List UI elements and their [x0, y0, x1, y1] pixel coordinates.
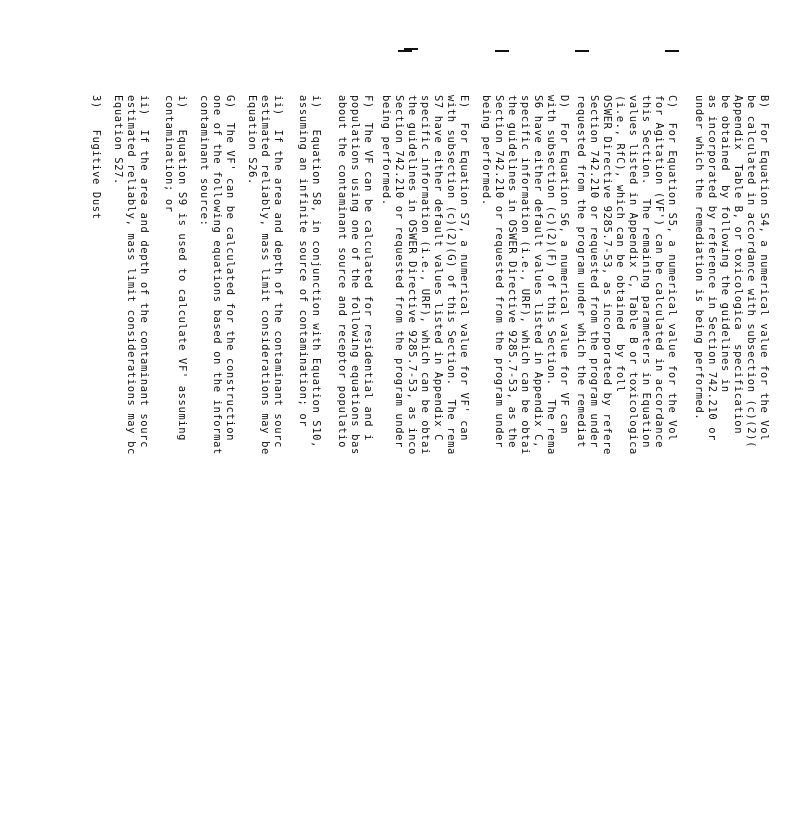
text-line: (i.e., RfC), which can be obtained by foll	[614, 95, 626, 393]
top-margin-mark	[495, 50, 509, 52]
text-line: 3) Fugitive Dust	[90, 95, 102, 220]
text-line: be obtained by following the guidelines in	[719, 95, 731, 393]
text-line: Equation S27.	[112, 95, 124, 185]
text-line: Section 742.210 or requested from the program under	[588, 95, 600, 448]
paragraph-3	[89, 95, 102, 815]
text-line: specific information (i.e., URF), which can be obtai	[519, 95, 531, 455]
top-margin-mark	[404, 48, 418, 50]
paragraph-i	[296, 95, 322, 815]
text-line: under which the remediation is being performed.	[693, 95, 705, 421]
text-line: populations using one of the following equations bas	[349, 95, 361, 455]
text-line: Section 742.210 or requested from the program under	[393, 95, 405, 448]
text-line: C) For Equation S5, a numerical value for the Vol	[666, 95, 678, 442]
text-line: contamination; or	[163, 95, 175, 213]
text-line: about the contaminant source and receptor populatio	[336, 95, 348, 448]
text-line: ii) If the area and depth of the contaminant sourc	[138, 95, 150, 448]
text-line: contaminant source:	[198, 95, 210, 227]
text-line: being performed.	[380, 95, 392, 206]
text-line: requested from the program under which the remediat	[575, 95, 587, 448]
text-line: the guidelines in OSWER Directive 9285.7-53, as the	[506, 95, 518, 448]
text-line: estimated reliably, mass limit considerations may be	[259, 95, 271, 455]
top-margin-mark	[665, 50, 679, 52]
text-line: one of the following equations based on the informat	[211, 95, 223, 455]
paragraph-B	[692, 95, 770, 815]
text-line: Section 742.210 or requested from the program under	[493, 95, 505, 448]
text-line: ii) If the area and depth of the contaminant sourc	[272, 95, 284, 448]
text-line: S7 have either default values listed in Appendix C	[432, 95, 444, 442]
text-line: values listed in Appendix C, Table B or toxicologica	[627, 95, 639, 455]
rotated-document-page	[50, 95, 770, 635]
paragraph-F	[335, 95, 374, 815]
paragraph-E	[379, 95, 470, 815]
text-line: F) The VF can be calculated for residential and i	[362, 95, 374, 442]
text-line: Appendix Table B, or toxicologica specification	[732, 95, 744, 435]
text-line: E) For Equation S7, a numerical value for VF' can	[458, 95, 470, 442]
paragraph-ii	[245, 95, 284, 815]
text-line: i) Equation S9 is used to calculate VF' assuming	[176, 95, 188, 442]
text-line: be calculated in accordance with subsection (c)(2)(	[745, 95, 757, 448]
text-line: S6 have either default values listed in Appendix C,	[532, 95, 544, 448]
margin-dash	[398, 50, 412, 52]
text-line: estimated reliably, mass limit considerations may bc	[125, 95, 137, 455]
text-line: OSWER Directive 9285.7-53, as incorporated by refere	[601, 95, 613, 455]
text-line: D) For Equation S6, a numerical value for VF can	[558, 95, 570, 435]
paragraph-D	[479, 95, 570, 815]
top-margin-mark	[575, 50, 589, 52]
paragraph-G	[197, 95, 236, 815]
text-line: assuming an infinite source of contamination; or	[297, 95, 309, 428]
text-line: Equation S26.	[246, 95, 258, 185]
text-line: G) The VF' can be calculated for the construction	[224, 95, 236, 442]
text-line: with subsection (c)(2)(G) of this Section. The rema	[445, 95, 457, 455]
text-line: with subsection (c)(2)(F) of this Section. The rema	[545, 95, 557, 455]
text-line: this Section. The remaining parameters in Equation	[640, 95, 652, 448]
paragraph-C	[574, 95, 678, 815]
text-line: the guidelines in OSWER Directive 9285.7-53, as inco	[406, 95, 418, 455]
text-line: as incorporated by reference in Section 742.210 or	[706, 95, 718, 442]
text-line: being performed.	[480, 95, 492, 206]
paragraph-Gi	[162, 95, 188, 815]
text-line: i) Equation S8, in conjunction with Equation S10,	[310, 95, 322, 448]
text-line: for Agitation (VF') can be calculated in accordance	[653, 95, 665, 448]
text-line: B) For Equation S4, a numerical value for the Vol	[758, 95, 770, 442]
text-line: specific information (i.e., URF), which can be obtai	[419, 95, 431, 455]
paragraph-Gii	[111, 95, 150, 815]
